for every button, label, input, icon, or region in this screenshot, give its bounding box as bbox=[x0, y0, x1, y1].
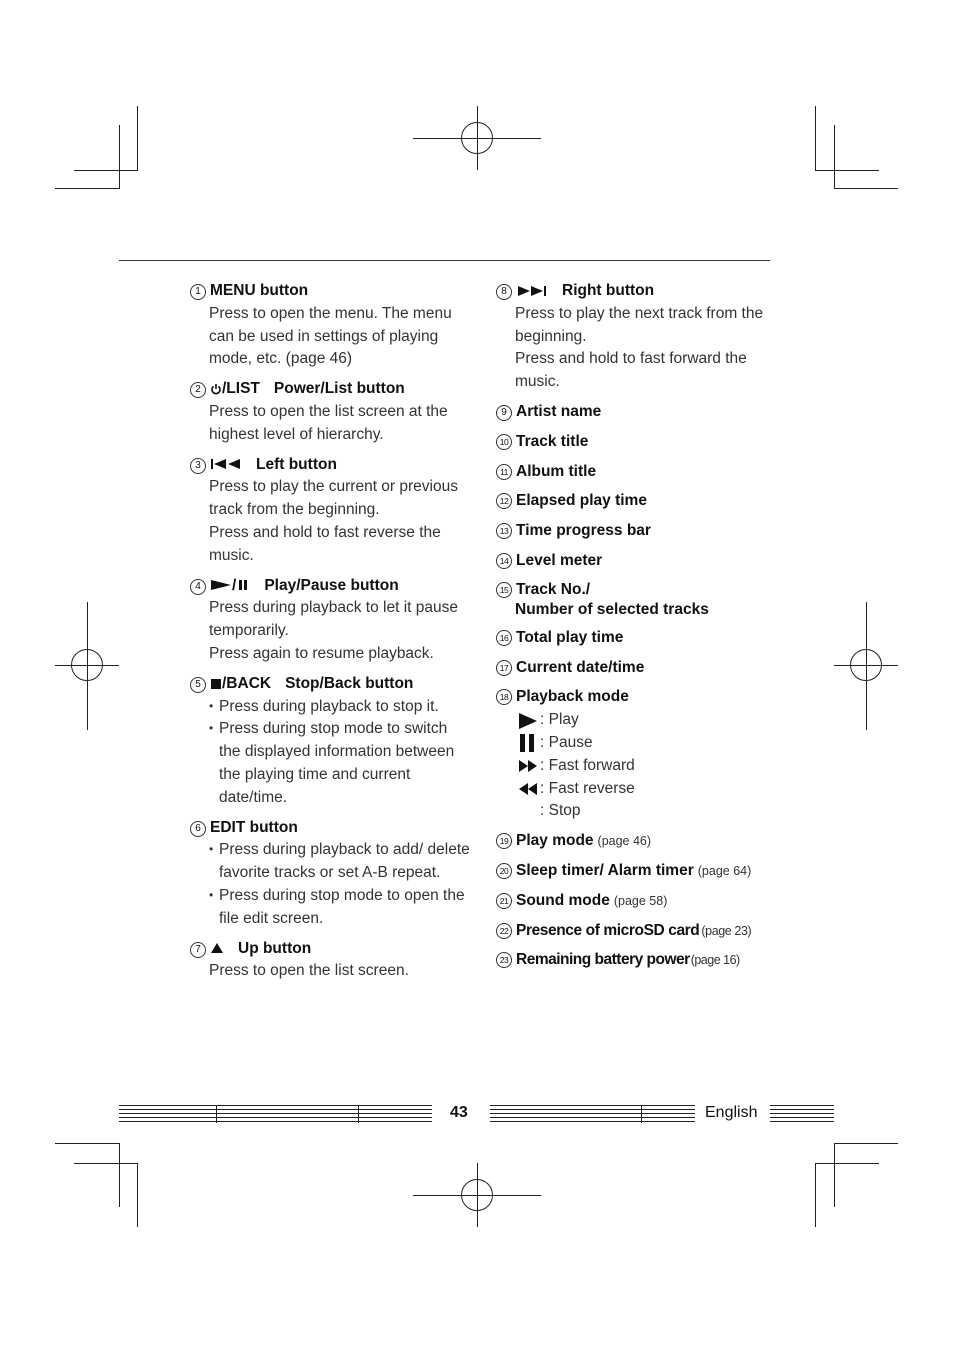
item-number: 3 bbox=[190, 458, 206, 474]
page-reference: (page 64) bbox=[697, 863, 752, 878]
item-title: EDIT button bbox=[210, 818, 298, 836]
item-album-title bbox=[496, 461, 786, 484]
bullet-list bbox=[190, 839, 470, 930]
item-number: 1 bbox=[190, 284, 206, 300]
bullet-item: • Press during stop mode to switch the displayed information between the playing time and current date/time. bbox=[209, 718, 470, 809]
item-description: Press to open the list screen. bbox=[209, 962, 409, 980]
item-number: 21 bbox=[496, 893, 512, 909]
mode-label: : Fast reverse bbox=[540, 779, 635, 797]
pause-icon bbox=[236, 579, 250, 591]
item-number: 19 bbox=[496, 833, 512, 849]
crop-mark bbox=[137, 106, 138, 170]
crop-mark bbox=[815, 106, 816, 170]
item-playback-mode bbox=[496, 686, 786, 823]
item-description: Press to play the next track from the beginning. bbox=[515, 304, 764, 345]
item-level-meter bbox=[496, 550, 786, 573]
item-track-title bbox=[496, 431, 786, 454]
left-column bbox=[190, 280, 470, 990]
item-title: Album title bbox=[516, 462, 597, 480]
item-play-mode bbox=[496, 830, 786, 853]
item-number: 7 bbox=[190, 942, 206, 958]
item-sound-mode bbox=[496, 890, 786, 913]
crop-mark bbox=[834, 1143, 835, 1207]
item-up-button bbox=[190, 938, 470, 984]
item-description: Press again to resume playback. bbox=[209, 644, 434, 662]
item-number: 20 bbox=[496, 863, 512, 879]
item-track-number bbox=[496, 580, 786, 620]
item-artist-name bbox=[496, 401, 786, 424]
crop-mark bbox=[74, 1163, 138, 1164]
item-number: 9 bbox=[496, 405, 512, 421]
fast-reverse-icon bbox=[518, 782, 538, 796]
item-title: Right button bbox=[562, 282, 655, 299]
item-title: Stop/Back button bbox=[285, 674, 414, 692]
item-number: 22 bbox=[496, 923, 512, 939]
item-number: 4 bbox=[190, 579, 206, 595]
crop-mark bbox=[119, 125, 120, 189]
item-number: 16 bbox=[496, 630, 512, 646]
item-title: Current date/time bbox=[516, 658, 645, 676]
mode-row-pause bbox=[496, 732, 786, 755]
item-elapsed-play-time bbox=[496, 490, 786, 513]
item-title: Presence of microSD card bbox=[516, 921, 700, 939]
item-number: 6 bbox=[190, 821, 206, 837]
item-current-date-time bbox=[496, 657, 786, 680]
bullet-item: • Press during playback to stop it. bbox=[209, 696, 470, 719]
crop-mark bbox=[834, 125, 835, 189]
item-symbol: /BACK bbox=[210, 673, 271, 696]
item-left-button bbox=[190, 454, 470, 568]
item-title: Sleep timer/ Alarm timer bbox=[516, 861, 694, 879]
bullet-list bbox=[190, 696, 470, 810]
item-edit-button bbox=[190, 817, 470, 931]
item-title: Track title bbox=[516, 432, 589, 450]
item-right-button bbox=[496, 280, 786, 394]
play-icon bbox=[518, 712, 538, 730]
item-time-progress-bar bbox=[496, 520, 786, 543]
item-title: Level meter bbox=[516, 551, 603, 569]
item-number: 5 bbox=[190, 677, 206, 693]
top-rule bbox=[119, 260, 770, 261]
item-number: 23 bbox=[496, 952, 512, 968]
previous-track-icon bbox=[210, 458, 242, 470]
power-icon bbox=[210, 383, 222, 395]
crop-mark bbox=[137, 1163, 138, 1227]
item-number: 17 bbox=[496, 660, 512, 676]
item-title: Track No./ bbox=[516, 580, 591, 598]
item-microsd-presence bbox=[496, 920, 786, 943]
mode-label: : Pause bbox=[540, 733, 593, 751]
page-number: 43 bbox=[450, 1104, 468, 1121]
item-sleep-alarm-timer bbox=[496, 860, 786, 883]
crop-mark bbox=[815, 170, 879, 171]
crop-mark bbox=[55, 188, 119, 189]
item-title: Play/Pause button bbox=[264, 576, 399, 594]
item-number: 8 bbox=[496, 284, 512, 300]
item-power-list-button bbox=[190, 378, 470, 446]
item-remaining-battery bbox=[496, 949, 786, 972]
page-reference: (page 58) bbox=[613, 893, 668, 908]
mode-label: : Play bbox=[540, 711, 579, 729]
item-number: 11 bbox=[496, 464, 512, 480]
item-description: Press during playback to let it pause temporarily. bbox=[209, 599, 458, 640]
next-track-icon bbox=[516, 285, 548, 297]
play-icon bbox=[210, 579, 232, 591]
crop-mark bbox=[815, 1163, 816, 1227]
mode-row-stop bbox=[496, 800, 786, 823]
crop-mark bbox=[119, 1143, 120, 1207]
item-total-play-time bbox=[496, 627, 786, 650]
up-triangle-icon bbox=[210, 942, 224, 954]
item-play-pause-button bbox=[190, 575, 470, 666]
item-title: Up button bbox=[238, 939, 312, 957]
crop-mark bbox=[815, 1163, 879, 1164]
crop-mark bbox=[74, 170, 138, 171]
item-title: Elapsed play time bbox=[516, 492, 647, 510]
item-title: Remaining battery power bbox=[516, 951, 690, 969]
item-number: 10 bbox=[496, 434, 512, 450]
mode-label: : Fast forward bbox=[540, 756, 635, 774]
item-description: Press to open the list screen at the highest level of hierarchy. bbox=[209, 402, 448, 443]
item-description: Press and hold to fast reverse the music. bbox=[209, 523, 441, 564]
mode-row-fast-reverse bbox=[496, 778, 786, 801]
item-title-continued: Number of selected tracks bbox=[515, 600, 709, 618]
item-number: 12 bbox=[496, 493, 512, 509]
item-title: Time progress bar bbox=[516, 522, 651, 540]
right-column bbox=[496, 280, 786, 979]
item-title: Artist name bbox=[516, 402, 602, 420]
item-title: Sound mode bbox=[516, 891, 610, 909]
item-title: Power/List button bbox=[273, 380, 405, 398]
mode-label: : Stop bbox=[540, 802, 581, 820]
bullet-item: • Press during stop mode to open the file edit screen. bbox=[209, 885, 470, 931]
page-reference: (page 23) bbox=[701, 923, 752, 938]
mode-row-play bbox=[496, 709, 786, 732]
mode-row-fast-forward bbox=[496, 755, 786, 778]
item-title: Total play time bbox=[516, 628, 624, 646]
item-number: 18 bbox=[496, 689, 512, 705]
item-title: MENU button bbox=[210, 282, 309, 299]
pause-icon bbox=[518, 733, 538, 753]
item-symbol bbox=[210, 454, 242, 477]
item-title: Play mode bbox=[516, 832, 594, 850]
item-stop-back-button bbox=[190, 673, 470, 810]
item-menu-button bbox=[190, 280, 470, 371]
item-title: Playback mode bbox=[516, 688, 629, 706]
item-symbol: / bbox=[210, 575, 250, 598]
fast-forward-icon bbox=[518, 759, 538, 773]
page-reference: (page 46) bbox=[597, 834, 652, 849]
item-symbol: /LIST bbox=[210, 378, 260, 401]
item-description: Press to open the menu. The menu can be used in settings of playing mode, etc. (page 46) bbox=[209, 304, 452, 368]
crop-mark bbox=[55, 1143, 119, 1144]
page-reference: (page 16) bbox=[690, 953, 740, 968]
item-number: 14 bbox=[496, 553, 512, 569]
item-symbol bbox=[516, 280, 548, 303]
crop-mark bbox=[834, 1143, 898, 1144]
bullet-item: • Press during playback to add/ delete favorite tracks or set A-B repeat. bbox=[209, 839, 470, 885]
item-number: 15 bbox=[496, 582, 512, 598]
item-symbol bbox=[210, 938, 224, 961]
item-number: 13 bbox=[496, 523, 512, 539]
item-description: Press and hold to fast forward the music. bbox=[515, 350, 747, 391]
stop-icon bbox=[210, 678, 222, 690]
item-number: 2 bbox=[190, 382, 206, 398]
crop-mark bbox=[834, 188, 898, 189]
item-description: Press to play the current or previous track from the beginning. bbox=[209, 478, 458, 519]
language-label: English bbox=[705, 1104, 758, 1121]
item-title: Left button bbox=[256, 455, 337, 473]
